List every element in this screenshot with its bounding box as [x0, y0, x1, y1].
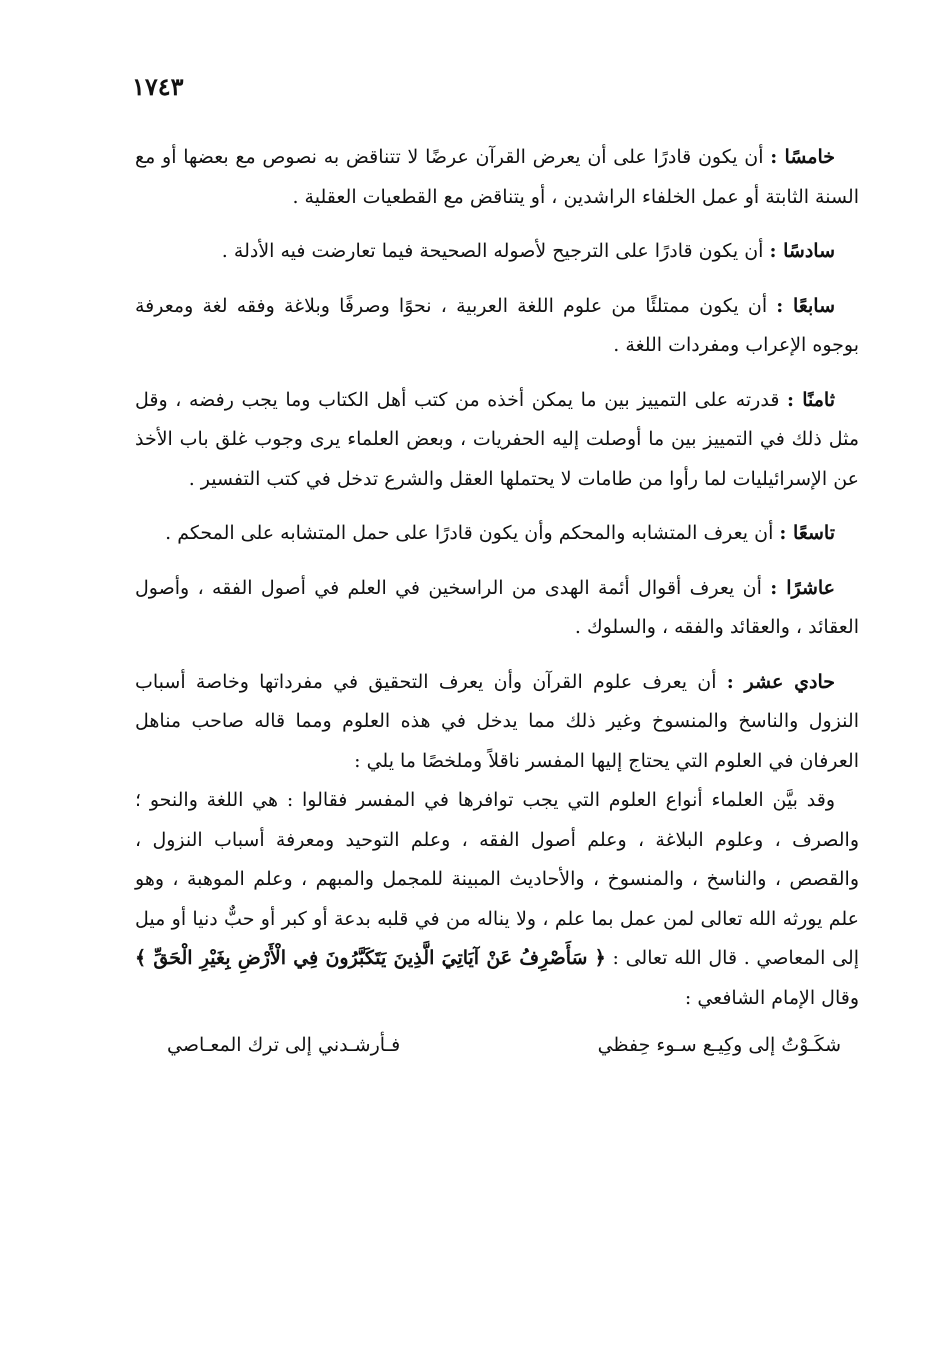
paragraph-text: أن يكون قادرًا على الترجيح لأصوله الصحيحة فيما تعارضت فيه الأدلة .	[221, 240, 770, 262]
paragraph-label: ثامنًا :	[787, 388, 835, 411]
paragraph-text: قدرته على التمييز بين ما يمكن أخذه من كتب أهل الكتاب وما يجب رفضه ، وقل مثل ذلك في التمييز بين ما أوصلت إليه الحفريات ، وبعض العلماء يرى وجوب غلق باب الأخذ عن الإسرائيليات لما رأوا من طامات لا يحتملها العقل والشرع تدخل في كتب التفسير .	[135, 388, 859, 490]
paragraph-closing	[135, 781, 859, 1018]
paragraph-eighth	[135, 381, 859, 500]
poetry-verse	[135, 1026, 859, 1066]
paragraph-ninth	[135, 514, 859, 554]
paragraph-text: أن يعرف أقوال أئمة الهدى من الراسخين في العلم في أصول الفقه ، وأصول العقائد ، والعقائد والفقه ، والسلوك .	[135, 576, 859, 638]
closing-text-before: وقد بيَّن العلماء أنواع العلوم التي يجب توافرها في المفسر فقالوا : هي اللغة والنحو ؛ والصرف ، وعلوم البلاغة ، وعلم أصول الفقه ، وعلم التوحيد ومعرفة أسباب النزول ، والقصص ، والناسخ ، والمنسوخ ، والأحاديث المبينة للمجمل والمبهم ، وعلم الموهبة ، وهو علم يورثه الله تعالى لمن عمل بما علم ، ولا يناله من في قلبه بدعة أو كبر أو حبٌّ دنيا أو ميل إلى المعاصي . قال الله تعالى :	[135, 789, 859, 969]
paragraph-seventh	[135, 287, 859, 366]
quran-verse: ﴿ سَأَصْرِفُ عَنْ آيَاتِيَ الَّذِينَ يَتَكَبَّرُونَ فِي الْأَرْضِ بِغَيْرِ الْحَقِّ ﴾	[135, 947, 606, 969]
paragraph-label: خامسًا :	[770, 146, 835, 168]
first-hemistich: شكَـوْتُ إلى وكِيـع سـوء حِفظي	[597, 1034, 841, 1056]
paragraph-text: أن يكون ممتلئًا من علوم اللغة العربية ، نحوًا وصرفًا وبلاغة وفقه لغة ومعرفة بوجوه الإعراب ومفردات اللغة .	[135, 294, 859, 356]
page-number: ١٧٤٣	[132, 72, 184, 101]
paragraph-eleventh	[135, 663, 859, 782]
paragraph-label: عاشرًا :	[770, 576, 836, 599]
second-hemistich: فـأرشـدني إلى ترك المعـاصي	[167, 1034, 401, 1056]
paragraph-tenth	[135, 569, 859, 648]
paragraph-label: سادسًا :	[769, 240, 835, 262]
paragraph-text: أن يكون قادرًا على أن يعرض القرآن عرضًا لا تتناقض به نصوص مع بعضها أو مع السنة الثابتة أو عمل الخلفاء الراشدين ، أو يتناقض مع القطعيات العقلية .	[135, 146, 859, 208]
paragraph-sixth	[135, 232, 859, 272]
paragraph-label: سابعًا :	[776, 294, 835, 317]
paragraph-text: أن يعرف المتشابه والمحكم وأن يكون قادرًا على حمل المتشابه على المحكم .	[165, 522, 780, 544]
paragraph-label: حادي عشر :	[726, 670, 835, 693]
body-text	[135, 138, 859, 1066]
paragraph-text: أن يعرف علوم القرآن وأن يعرف التحقيق في مفرداتها وخاصة أسباب النزول والناسخ والمنسوخ وغير ذلك مما يدخل في هذه العلوم ومما قاله صاحب مناهل العرفان في العلوم التي يحتاج إليها المفسر ناقلاً وملخصًا ما يلي :	[135, 670, 859, 772]
paragraph-label: تاسعًا :	[779, 522, 835, 544]
paragraph-fifth	[135, 138, 859, 217]
closing-text-after: وقال الإمام الشافعي :	[684, 986, 859, 1009]
